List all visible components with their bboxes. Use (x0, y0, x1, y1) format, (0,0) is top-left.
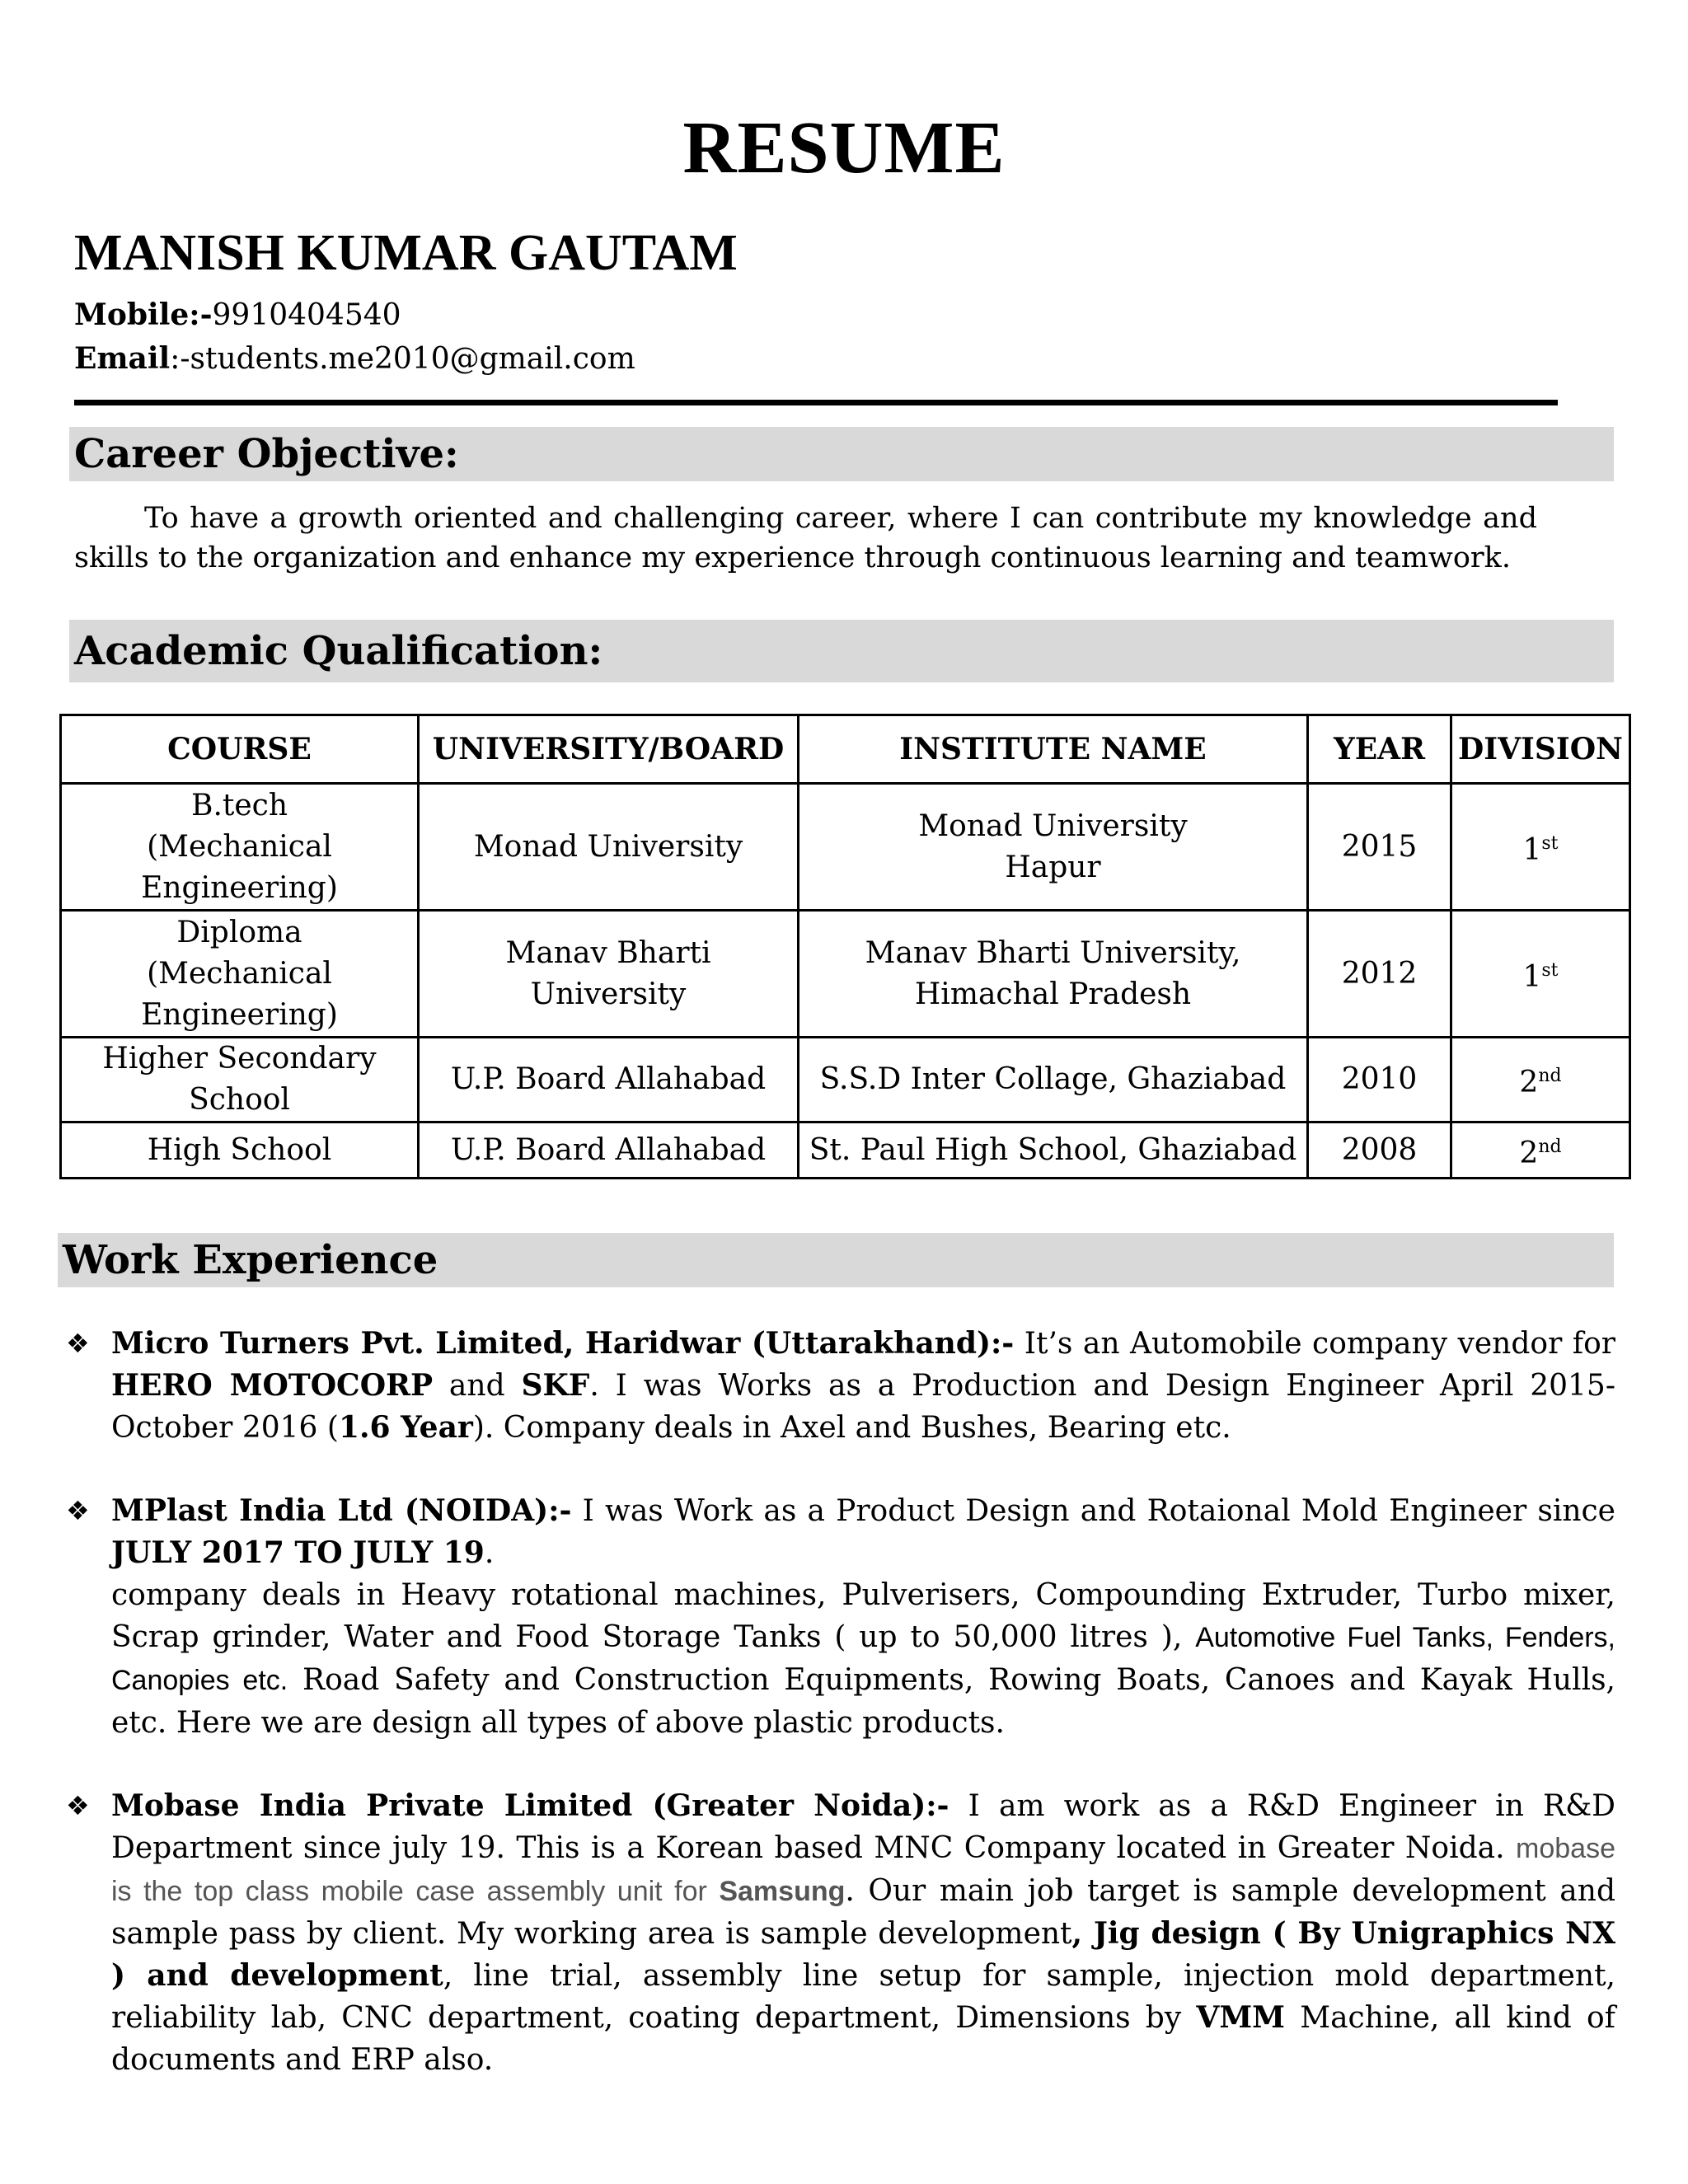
mobile-number: 9910404540 (212, 298, 401, 332)
section-career-objective: Career Objective: (69, 427, 1614, 481)
list-item: ❖ Mobase India Private Limited (Greater Noida):- I am work as a R&D Engineer in R&D Department since july 19. This is a Korean based MNC Company located in Greater Noida. mobase is the top class mobile case assembly unit for Samsung. Our main job target is sample development and sample pass by client. My working area is sample development, Jig design ( By Unigraphics NX ) and development, line trial, assembly line setup for sample, injection mold department, reliability lab, CNC department, coating department, Dimensions by VMM Machine, all kind of documents and ERP also. (66, 1785, 1615, 2081)
cell-year: 2015 (1308, 784, 1451, 911)
cell-year: 2010 (1308, 1038, 1451, 1122)
header-course: COURSE (61, 715, 419, 784)
cell-board: Monad University (419, 784, 799, 911)
email-line (74, 339, 635, 379)
mobile-label: Mobile:- (74, 298, 213, 332)
cell-division: 1st (1451, 784, 1630, 911)
cell-division: 2nd (1451, 1122, 1630, 1179)
cell-year: 2008 (1308, 1122, 1451, 1179)
cell-institute: St. Paul High School, Ghaziabad (799, 1122, 1308, 1179)
cell-division: 1st (1451, 911, 1630, 1038)
cell-course: Higher Secondary School (61, 1038, 419, 1122)
header-university-board: UNIVERSITY/BOARD (419, 715, 799, 784)
list-item: ❖ Micro Turners Pvt. Limited, Haridwar (Uttarakhand):- It’s an Automobile company vendor for HERO MOTOCORP and SKF. I was Works as a Production and Design Engineer April 2015-October 2016 (1.6 Year). Company deals in Axel and Bushes, Bearing etc. (66, 1323, 1615, 1449)
diamond-bullet-icon: ❖ (66, 1495, 90, 1526)
academic-table (59, 714, 1631, 1179)
cell-course: Diploma (Mechanical Engineering) (61, 911, 419, 1038)
header-year: YEAR (1308, 715, 1451, 784)
career-objective-text (74, 499, 1537, 578)
header-institute-name: INSTITUTE NAME (799, 715, 1308, 784)
cell-board: Manav Bharti University (419, 911, 799, 1038)
cell-institute: Manav Bharti University, Himachal Pradesh (799, 911, 1308, 1038)
section-work-experience: Work Experience (58, 1233, 1614, 1287)
candidate-name: MANISH KUMAR GAUTAM (74, 225, 738, 281)
cell-institute: Monad University Hapur (799, 784, 1308, 911)
header-division: DIVISION (1451, 715, 1630, 784)
cell-course: High School (61, 1122, 419, 1179)
cell-course: B.tech (Mechanical Engineering) (61, 784, 419, 911)
email-address: :-students.me2010@gmail.com (170, 342, 635, 376)
resume-title: RESUME (682, 107, 1006, 189)
list-item: ❖ MPlast India Ltd (NOIDA):- I was Work as a Product Design and Rotaional Mold Engineer since JULY 2017 TO JULY 19. company deals in Heavy rotational machines, Pulverisers, Compounding Extruder, Turbo mixer, Scrap grinder, Water and Food Storage Tanks ( up to 50,000 litres ), Automotive Fuel Tanks, Fenders, Canopies etc. Road Safety and Construction Equipments, Rowing Boats, Canoes and Kayak Hulls, etc. Here we are design all types of above plastic products. (66, 1490, 1615, 1744)
work-experience-list (66, 1323, 1615, 2081)
cell-board: U.P. Board Allahabad (419, 1122, 799, 1179)
diamond-bullet-icon: ❖ (66, 1790, 90, 1821)
diamond-bullet-icon: ❖ (66, 1328, 90, 1359)
section-academic-qualification: Academic Qualification: (69, 620, 1614, 682)
table-row (61, 911, 1630, 1038)
cell-board: U.P. Board Allahabad (419, 1038, 799, 1122)
header-divider (74, 400, 1558, 405)
mobile-line (74, 295, 401, 335)
cell-institute: S.S.D Inter Collage, Ghaziabad (799, 1038, 1308, 1122)
table-row (61, 784, 1630, 911)
objective-body: To have a growth oriented and challenging career, where I can contribute my knowledge and skills to the organization and enhance my experience through continuous learning and teamwork. (74, 502, 1537, 574)
table-row (61, 1122, 1630, 1179)
cell-division: 2nd (1451, 1038, 1630, 1122)
cell-year: 2012 (1308, 911, 1451, 1038)
table-header-row (61, 715, 1630, 784)
table-row (61, 1038, 1630, 1122)
email-label: Email (74, 341, 171, 376)
